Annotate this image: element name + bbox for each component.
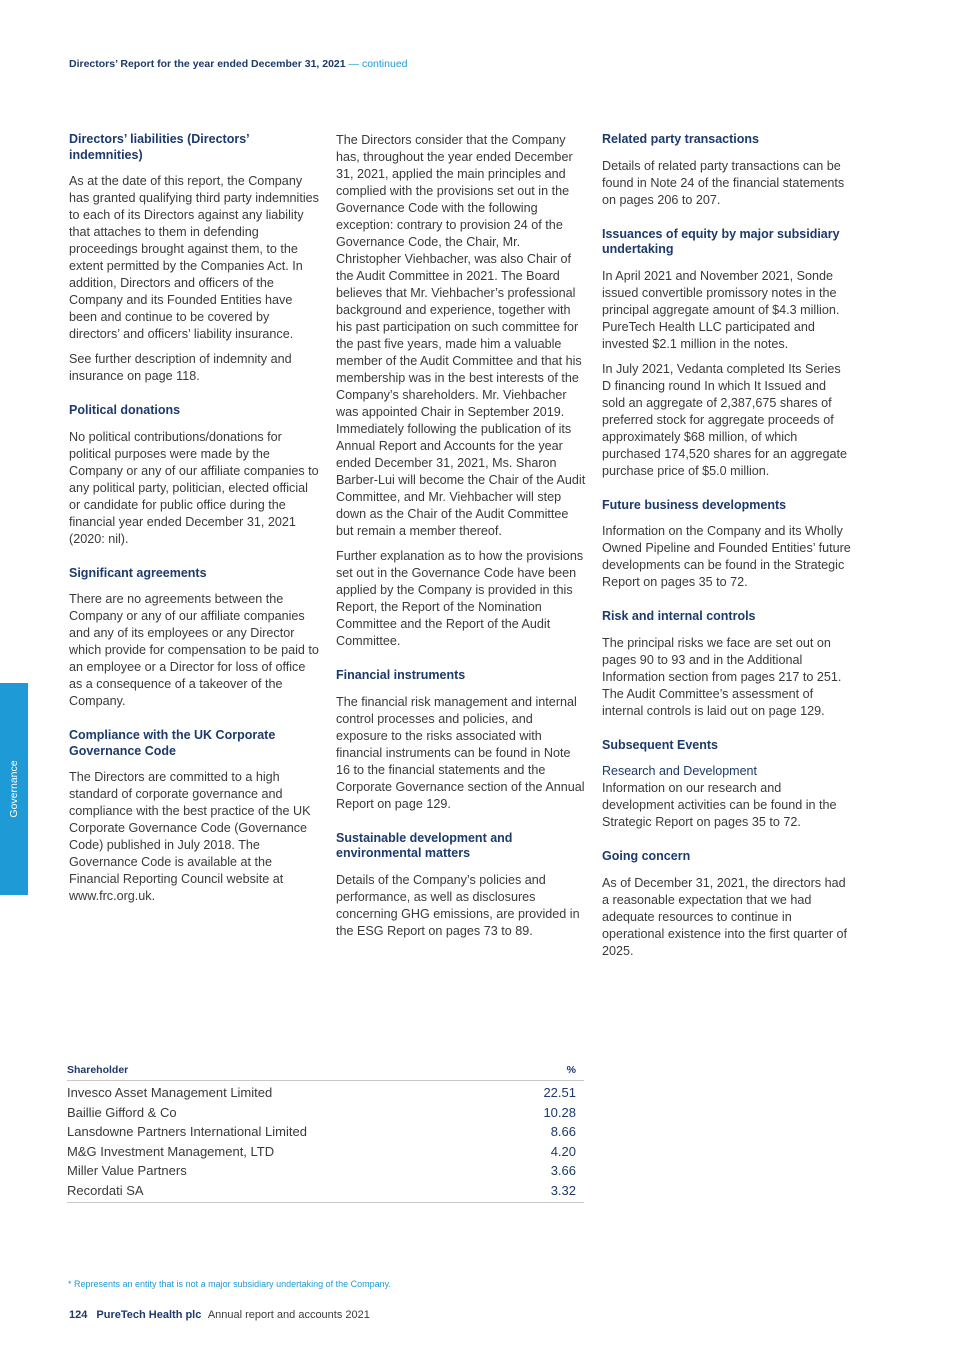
paragraph: The Directors are committed to a high standard of corporate governance and compliance with the best practice of the UK Corporate Governance Code (Governance Code) published in July 2018. The Governance Code is available at the Financial Reporting Council website at www.frc.org.uk. [69, 770, 311, 903]
paragraph: There are no agreements between the Company or any of our affiliate companies and any of its employees or any Director which provide for compensation to be paid to an employee or a Director for loss of office as a consequence of a takeover of the Company. [69, 592, 319, 708]
shareholder-name: Recordati SA [67, 1181, 509, 1202]
table-row [67, 1103, 584, 1123]
paragraph: Information on our research and development activities can be found in the Strategic Report on pages 35 to 72. [602, 781, 837, 829]
header-continued: — continued [348, 58, 408, 70]
paragraph: The financial risk management and internal control processes and policies, and exposure to the risks associated with financial instruments can be found in Note 16 to the financial statements and the Corporate Governance section of the Annual Report on page 129. [336, 694, 585, 811]
section-equity-issuances [602, 227, 852, 480]
column-header-shareholder: Shareholder [67, 1062, 509, 1081]
section-risk-controls [602, 609, 852, 720]
section-heading: Future business developments [602, 497, 787, 512]
section-governance-code [69, 728, 321, 905]
paragraph: Information on the Company and its Wholly Owned Pipeline and Founded Entities’ future developments can be found in the Strategic Report on pages 35 to 72. [602, 524, 851, 589]
section-side-tab [0, 683, 28, 895]
shareholder-table [67, 1062, 584, 1203]
section-political-donations [69, 403, 321, 548]
paragraph: The Directors consider that the Company has, throughout the year ended December 31, 2021, applied the main principles and complied with the provisions set out in the Governance Code with the following exception: contrary to provision 24 of the Governance Code, the Chair, Mr. Christopher Viehbacher, was also Chair of the Audit Committee in 2021. The Board believes that Mr. Viehbacher’s professional background and experience, together with his past participation on such committee for the past five years, made him a valuable member of the Audit Committee and that his membership was in the best interests of the Company’s shareholders. Mr. Viehbacher was appointed Chair in September 2019. Immediately following the publication of its Annual Report and Accounts for the year ended December 31, 2021, Ms. Sharon Barber-Lui will become the Chair of the Audit Committee, and Mr. Viehbacher will step down as the Chair of the Audit Committee but remain a member thereof. [336, 133, 586, 538]
paragraph: As at the date of this report, the Company has granted qualifying third party indemnities to each of its Directors against any liability that attaches to them in defending proceedings brought against them, to the extent permitted by the Companies Act. In addition, Directors and officers of the Company and its Founded Entities have been and continue to be covered by directors’ and officers’ liability insurance. [69, 174, 319, 341]
table-header-row [67, 1062, 584, 1081]
paragraph: In July 2021, Vedanta completed Its Series D financing round In which It Issued and sold an aggregate of 2,387,675 shares of preferred stock for aggregate proceeds of approximately $68 million, of which purchased 174,520 shares for an aggregate purchase price of $5.0 million. [602, 361, 848, 478]
section-subsequent-events [602, 738, 852, 832]
page-footer [69, 1309, 370, 1321]
column-3 [602, 132, 852, 968]
shareholder-percent: 4.20 [550, 1143, 576, 1159]
shareholder-percent: 3.32 [509, 1181, 584, 1202]
shareholder-percent: 10.28 [543, 1104, 576, 1120]
side-tab-label: Governance [8, 760, 20, 818]
shareholder-name: Baillie Gifford & Co [67, 1104, 177, 1120]
section-related-party [602, 132, 852, 209]
section-heading: Significant agreements [69, 565, 207, 580]
paragraph: As of December 31, 2021, the directors had a reasonable expectation that we had adequate resources to continue in operational existence into the first quarter of 2025. [602, 875, 848, 958]
section-heading: Directors’ liabilities (Directors’ indemnities) [69, 132, 249, 162]
shareholder-percent: 8.66 [550, 1124, 576, 1140]
section-sustainable-development [336, 831, 586, 940]
table-row [67, 1161, 584, 1181]
section-heading: Financial instruments [336, 668, 466, 682]
paragraph: In April 2021 and November 2021, Sonde issued convertible promissory notes in the principal aggregate amount of $4.3 million. PureTech Health LLC participated and invested $2.1 million in the notes. [602, 268, 840, 351]
table-row [67, 1122, 584, 1142]
page-number: 124 [69, 1309, 88, 1321]
section-heading: Subsequent Events [602, 737, 718, 752]
shareholder-name: Lansdowne Partners International Limited [67, 1124, 307, 1140]
shareholder-percent: 3.66 [550, 1163, 576, 1179]
section-future-developments [602, 498, 852, 592]
table-row [67, 1142, 584, 1162]
section-significant-agreements [69, 566, 321, 711]
section-financial-instruments [336, 668, 586, 813]
company-name: PureTech Health plc [96, 1309, 202, 1321]
section-heading: Sustainable development and environmental matters [336, 830, 513, 860]
section-directors-liabilities [69, 132, 321, 385]
column-2 [336, 132, 586, 948]
column-header-percent: % [509, 1062, 584, 1081]
shareholder-name: Invesco Asset Management Limited [67, 1085, 273, 1100]
section-heading: Risk and internal controls [602, 609, 756, 623]
shareholder-name: Miller Value Partners [67, 1163, 187, 1179]
header-title: Directors’ Report for the year ended December 31, 2021 [69, 58, 346, 70]
section-heading: Political donations [69, 403, 181, 417]
section-heading: Going concern [602, 849, 691, 863]
running-header [69, 58, 408, 70]
paragraph: Details of related party transactions can be found in Note 24 of the financial statements on pages 206 to 207. [602, 158, 845, 207]
shareholder-name: M&G Investment Management, LTD [67, 1143, 275, 1159]
paragraph: Further explanation as to how the provisions set out in the Governance Code have been applied by the Company is provided in this Report, the Report of the Nomination Committee and the Report of the Audit Committee. [336, 549, 584, 648]
subheading: Research and Development [602, 764, 757, 778]
section-heading: Related party transactions [602, 132, 759, 146]
paragraph: The principal risks we face are set out on pages 90 to 93 and in the Additional Information section from pages 217 to 251. The Audit Committee’s assessment of internal controls is laid out on page 129. [602, 635, 842, 718]
footnote: * Represents an entity that is not a major subsidiary undertaking of the Company. [68, 1279, 392, 1289]
section-governance-compliance-cont [336, 132, 586, 650]
table-row [67, 1181, 584, 1202]
report-title: Annual report and accounts 2021 [207, 1309, 370, 1321]
paragraph: See further description of indemnity and insurance on page 118. [69, 352, 292, 383]
section-going-concern [602, 849, 852, 960]
paragraph: No political contributions/donations for political purposes were made by the Company or any of our affiliate companies to any political party, politician, elected official or candidate for public office during the financial year ended December 31, 2021 (2020: nil). [69, 429, 319, 546]
table-row [67, 1081, 584, 1103]
column-1 [69, 132, 321, 913]
section-heading: Compliance with the UK Corporate Governance Code [69, 728, 276, 758]
paragraph: Details of the Company’s policies and performance, as well as disclosures concerning GHG emissions, are provided in the ESG Report on pages 73 to 89. [336, 872, 580, 938]
section-heading: Issuances of equity by major subsidiary undertaking [602, 226, 840, 256]
shareholder-percent: 22.51 [543, 1085, 576, 1100]
